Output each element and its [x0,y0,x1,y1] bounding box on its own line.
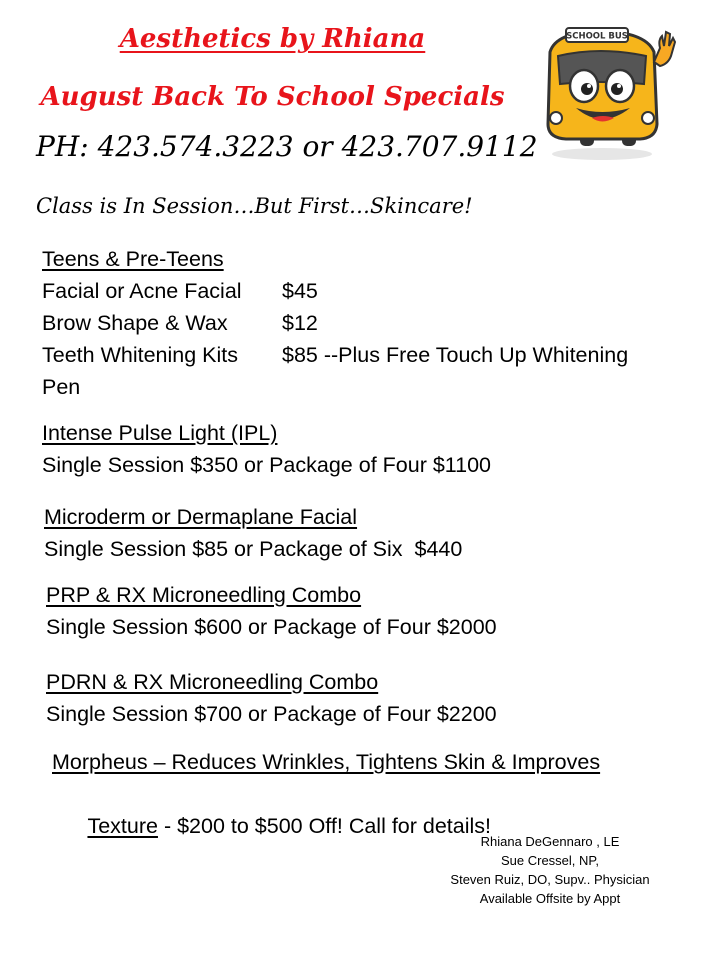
service-price: $85 --Plus Free Touch Up Whitening [282,343,629,367]
section-pdrn [46,666,711,730]
section-detail: Single Session $600 or Package of Four $2000 [46,615,497,639]
tagline: Class is In Session…But First…Skincare! [36,194,473,218]
business-name: Aesthetics by Rhiana [119,24,426,54]
section-teens [42,243,707,403]
section-detail: - $200 to $500 Off! Call for details! [157,814,492,838]
service-name: Facial or Acne Facial [42,279,242,303]
section-prp [46,579,711,643]
section-detail: Single Session $85 or Package of Six $440 [44,537,463,561]
section-detail: Single Session $350 or Package of Four $1100 [42,453,492,477]
price-row [42,275,707,307]
school-bus-icon [536,26,676,162]
price-wrap-text: Pen [42,375,81,399]
price-row [42,307,707,339]
staff-list [430,832,670,908]
service-price: $45 [282,279,318,303]
service-name: Teeth Whitening Kits [42,343,238,367]
bus-sign-text: SCHOOL BUS [566,31,628,42]
section-heading: PRP & RX Microneedling Combo [46,583,362,607]
staff-line: Available Offsite by Appt [479,891,621,906]
promo-title: August Back To School Specials [40,82,505,112]
staff-line: Rhiana DeGennaro , LE [480,834,620,849]
section-heading: Teens & Pre-Teens [42,247,224,271]
section-ipl [42,417,707,481]
section-detail: Single Session $700 or Package of Four $2200 [46,702,497,726]
staff-line: Steven Ruiz, DO, Supv.. Physician [450,872,650,887]
staff-line: Sue Cressel, NP, [500,853,600,868]
section-heading: Microderm or Dermaplane Facial [44,505,358,529]
section-heading: Morpheus – Reduces Wrinkles, Tightens Skin & Improves [52,750,601,774]
service-price: $12 [282,311,318,335]
section-heading: Intense Pulse Light (IPL) [42,421,278,445]
phone-numbers: PH: 423.574.3223 or 423.707.9112 [36,130,538,163]
section-heading: PDRN & RX Microneedling Combo [46,670,379,694]
section-heading-continued: Texture [87,814,158,838]
price-row [42,339,707,371]
section-microderm [44,501,709,565]
service-name: Brow Shape & Wax [42,311,228,335]
